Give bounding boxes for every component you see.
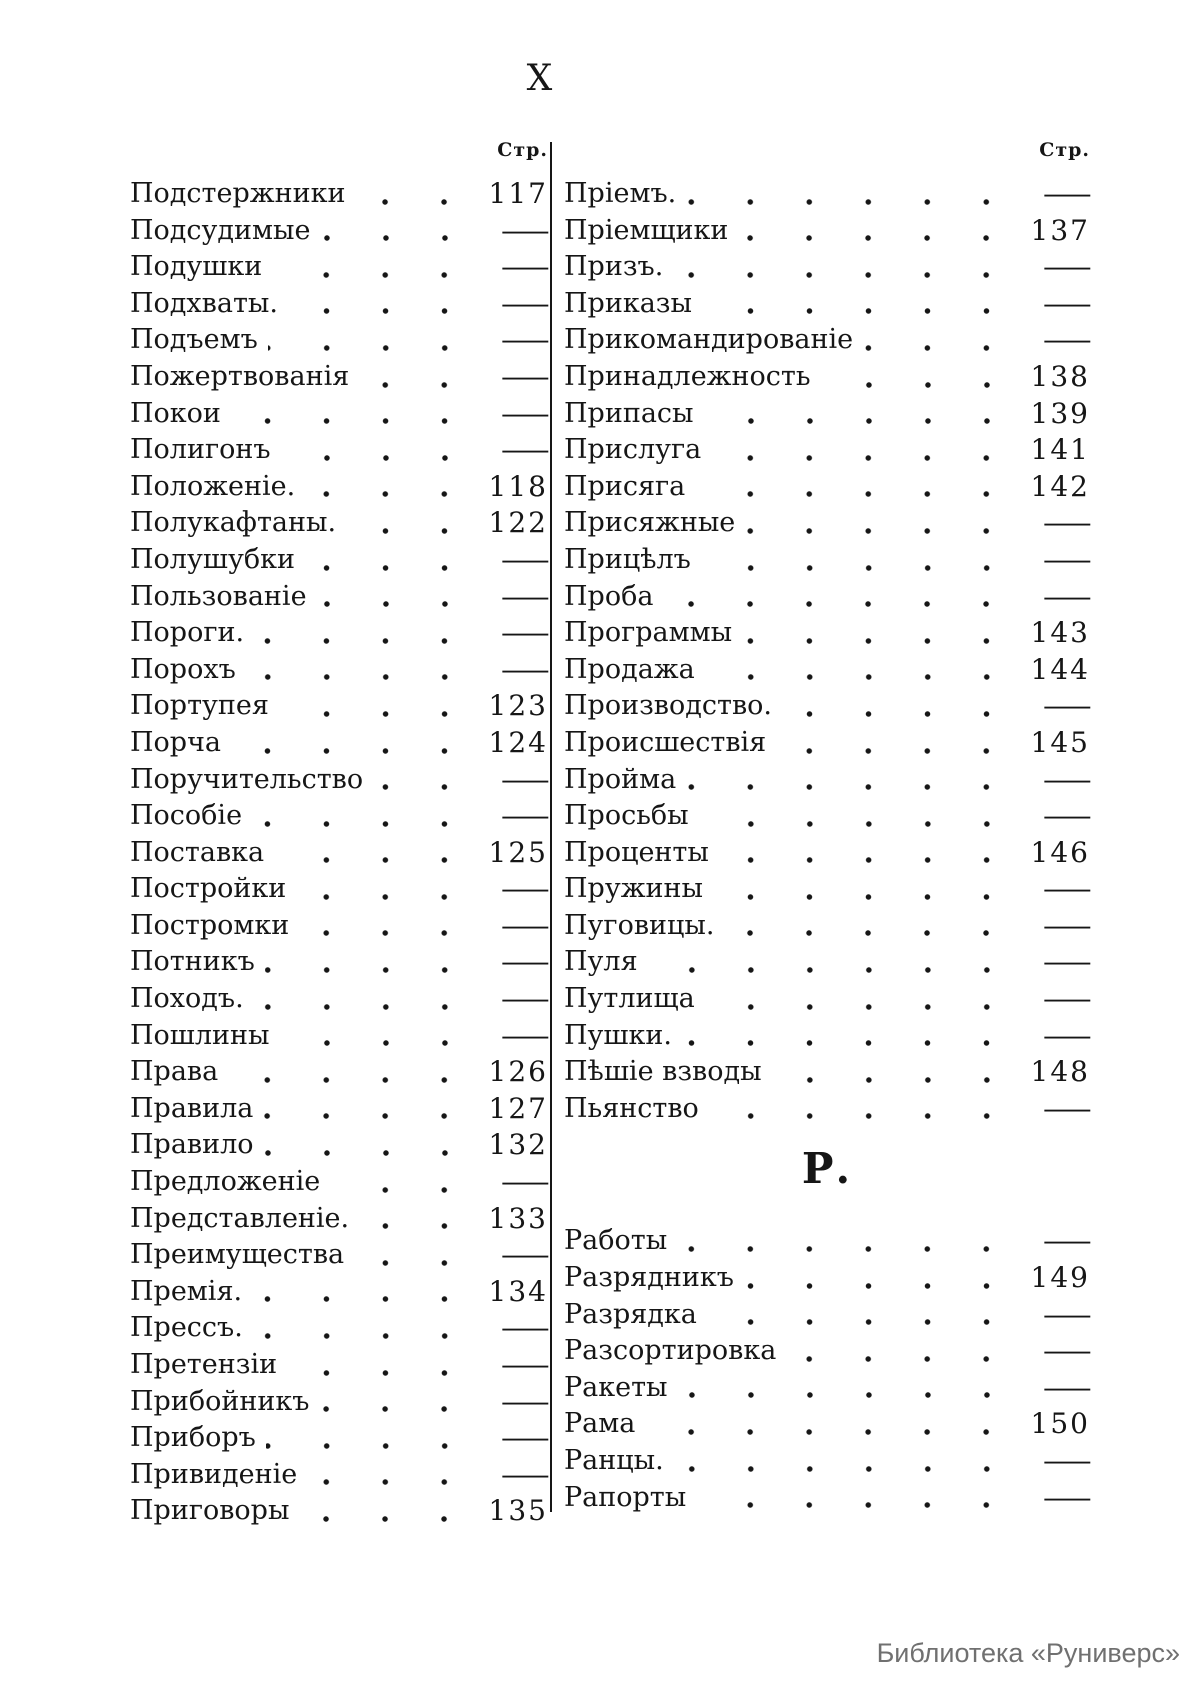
page-number: 125	[488, 835, 548, 869]
index-term: Пружины	[564, 873, 704, 905]
index-term: Правила	[130, 1092, 254, 1124]
index-term: Программы	[564, 617, 733, 649]
page-number: —	[500, 1421, 551, 1455]
page-number: 145	[1030, 725, 1090, 759]
index-term: Припасы	[564, 397, 694, 429]
dot-leader	[648, 944, 1020, 981]
page-number: —	[500, 1348, 551, 1381]
index-entry-row	[564, 1480, 1093, 1517]
index-entry-row	[564, 579, 1093, 616]
dot-leader	[744, 1260, 1020, 1297]
page-number: —	[500, 945, 551, 979]
index-term: Прикомандированіе	[564, 324, 854, 356]
dot-leader	[645, 1406, 1020, 1443]
index-entry-row	[130, 1237, 551, 1274]
index-term: Пожертвованія	[130, 360, 350, 392]
index-term: Подсудимые	[130, 214, 311, 246]
page-number: —	[1042, 1297, 1093, 1331]
index-entry-row	[130, 798, 551, 835]
index-entry-row	[564, 249, 1093, 286]
left-column-page-label: Стр.	[497, 139, 548, 161]
index-entry-row	[130, 359, 551, 396]
index-entry-row	[130, 1274, 548, 1311]
page-number: —	[500, 1457, 551, 1491]
library-watermark: Библиотека «Руниверс»	[876, 1638, 1180, 1668]
dot-leader	[686, 176, 1020, 213]
dot-leader	[305, 469, 478, 506]
index-entry-row	[130, 579, 551, 616]
dot-leader	[359, 1201, 478, 1238]
dot-leader	[228, 1054, 478, 1091]
dot-leader	[231, 725, 478, 762]
page-number: 132	[488, 1128, 548, 1162]
page-number: 134	[488, 1274, 548, 1308]
page-number: —	[1042, 1444, 1093, 1477]
index-term: Приговоры	[130, 1495, 290, 1527]
page-number: —	[1042, 1370, 1093, 1404]
page-number: —	[500, 396, 551, 430]
index-entry-row	[130, 1018, 551, 1055]
index-term: Пьянство	[564, 1092, 699, 1124]
dot-leader	[682, 1018, 1020, 1055]
index-term: Рапорты	[564, 1481, 687, 1513]
page-number: 124	[488, 725, 548, 759]
dot-leader	[264, 1127, 478, 1164]
dot-leader	[776, 725, 1020, 762]
index-term: Прислуга	[564, 434, 702, 466]
index-term: Присяга	[564, 470, 686, 502]
index-entry-row	[564, 469, 1090, 506]
index-entry-row	[564, 1443, 1093, 1480]
index-entry-row	[130, 908, 551, 945]
dot-leader	[252, 1274, 478, 1311]
dot-leader	[702, 286, 1020, 323]
index-term: Пособіе	[130, 800, 243, 832]
index-entry-row	[130, 1164, 551, 1201]
index-entry-row	[564, 871, 1093, 908]
index-entry-row	[130, 322, 551, 359]
index-entry-row	[130, 688, 548, 725]
page-number: 141	[1030, 433, 1090, 467]
dot-leader	[821, 359, 1020, 396]
page-number: —	[1042, 323, 1093, 357]
index-term: Претензіи	[130, 1349, 278, 1380]
index-entry-row	[130, 1127, 548, 1164]
index-entry-row	[130, 615, 551, 652]
index-term: Подхваты.	[130, 287, 278, 319]
dot-leader	[707, 1297, 1020, 1334]
index-entry-row	[564, 762, 1093, 799]
index-term: Постромки	[130, 909, 290, 941]
dot-leader	[279, 688, 478, 725]
page-number: —	[500, 542, 551, 576]
index-term: Пользованіе	[130, 580, 307, 612]
page-number: 137	[1030, 213, 1090, 247]
index-term: Просьбы	[564, 800, 689, 832]
dot-leader	[738, 213, 1020, 250]
page-number: —	[500, 359, 551, 393]
index-term: Порча	[130, 726, 222, 758]
index-entry-row	[564, 322, 1093, 359]
index-entry-row	[130, 1457, 551, 1494]
index-term: Поставка	[130, 836, 265, 868]
page-number: 126	[488, 1055, 548, 1089]
index-term: Подъемъ	[130, 324, 258, 356]
page-number: —	[500, 579, 551, 613]
index-entry-row	[130, 1054, 548, 1091]
index-entry-row	[564, 1091, 1093, 1128]
page-number: —	[500, 762, 551, 796]
index-entry-row	[564, 944, 1093, 981]
index-entry-row	[130, 981, 551, 1018]
page-number: —	[1042, 982, 1093, 1016]
page-number: —	[1042, 506, 1093, 540]
page-number: —	[1042, 1224, 1093, 1258]
page-number: —	[500, 1018, 551, 1052]
index-term: Пороги.	[130, 617, 245, 649]
index-term: Приказы	[564, 287, 693, 319]
index-term: Пошлины	[130, 1019, 270, 1051]
index-term: Разрядка	[564, 1298, 697, 1330]
index-entry-row	[130, 469, 548, 506]
page-number: 135	[488, 1494, 548, 1528]
index-term: Прибойникъ	[130, 1385, 310, 1417]
dot-leader	[705, 981, 1020, 1018]
index-term: Пріемщики	[564, 214, 729, 246]
page-number: —	[500, 213, 551, 247]
index-term: Пройма	[564, 763, 677, 795]
page-number: —	[1042, 1091, 1093, 1125]
index-term: Представленіе.	[130, 1202, 350, 1234]
index-term: Подушки	[130, 251, 263, 283]
index-term: Подстержники	[130, 178, 346, 209]
page-number: —	[500, 652, 551, 686]
page-number: 143	[1030, 616, 1090, 650]
page-number: —	[1042, 945, 1093, 979]
index-entry-row	[564, 798, 1093, 835]
index-term: Полушубки	[130, 543, 295, 575]
page-number: —	[1042, 286, 1093, 320]
index-entry-row	[564, 688, 1093, 725]
index-entry-row	[130, 396, 551, 433]
index-term: Пуговицы.	[564, 909, 715, 941]
index-entry-row	[564, 1297, 1093, 1334]
index-term: Пѣшіе взводы	[564, 1056, 762, 1088]
index-term: Порохъ	[130, 653, 236, 685]
page-number: —	[1042, 177, 1093, 210]
page-number: —	[500, 616, 551, 650]
page-number: 133	[488, 1201, 548, 1235]
index-entry-row	[564, 286, 1093, 323]
dot-leader	[699, 798, 1020, 835]
index-term: Пуля	[564, 946, 638, 978]
page-number: 117	[488, 177, 548, 210]
index-term: Прессъ.	[130, 1312, 243, 1344]
page-number: 138	[1030, 359, 1090, 393]
index-right-column	[564, 138, 1093, 1516]
index-entry-row	[130, 1384, 551, 1421]
section-letter-header: Р.	[801, 1144, 853, 1194]
index-term: Преимущества	[130, 1239, 345, 1271]
page-number: —	[500, 799, 551, 833]
dot-leader	[299, 1493, 478, 1530]
page-number: —	[1042, 579, 1093, 613]
index-entry-row	[564, 505, 1093, 542]
index-entry-row	[564, 652, 1090, 689]
index-entry-row	[130, 542, 551, 579]
index-entry-row	[130, 652, 551, 689]
index-entry-row	[130, 1420, 551, 1457]
dot-leader	[772, 1054, 1020, 1091]
dot-leader	[705, 652, 1020, 689]
index-term: Права	[130, 1056, 219, 1088]
page-number: 144	[1030, 652, 1090, 686]
page-number: 118	[488, 469, 548, 503]
index-entry-row	[130, 286, 551, 323]
index-term: Постройки	[130, 873, 287, 905]
index-term: Прицѣлъ	[564, 543, 691, 575]
page-number: —	[500, 286, 551, 320]
index-term: Присяжные	[564, 507, 736, 539]
dot-leader	[701, 542, 1020, 579]
index-term: Происшествія	[564, 726, 767, 758]
index-entry-row	[130, 762, 551, 799]
page-number: 146	[1030, 835, 1090, 869]
page-title: X	[526, 58, 554, 99]
index-entry-row	[564, 1406, 1090, 1443]
page-number: —	[1042, 1018, 1093, 1052]
index-term: Потникъ	[130, 946, 255, 978]
page-number: —	[1042, 762, 1093, 796]
page-number: —	[1042, 1334, 1093, 1368]
index-term: Полигонъ	[130, 434, 271, 466]
dot-leader	[355, 176, 478, 213]
dot-leader	[263, 1091, 478, 1128]
index-term: Путлища	[564, 983, 695, 1015]
dot-leader	[686, 762, 1020, 799]
index-entry-row	[564, 1260, 1090, 1297]
index-term: Призъ.	[564, 251, 664, 283]
index-term: Пріемъ.	[564, 178, 677, 209]
index-term: Премія.	[130, 1275, 243, 1307]
dot-leader	[346, 505, 478, 542]
index-term: Ракеты	[564, 1371, 668, 1403]
dot-leader	[695, 469, 1020, 506]
index-entry-row	[564, 396, 1090, 433]
index-term: Покои	[130, 397, 221, 429]
index-term: Проба	[564, 580, 654, 612]
index-entry-row	[564, 1223, 1093, 1260]
index-entry-row	[130, 213, 551, 250]
page-number: —	[500, 872, 551, 906]
index-term: Проценты	[564, 836, 709, 868]
page-number: 148	[1030, 1055, 1090, 1089]
page-number: —	[500, 250, 551, 284]
dot-leader	[742, 615, 1020, 652]
dot-leader	[678, 1370, 1020, 1407]
index-term: Предложеніе	[130, 1166, 321, 1198]
index-entry-row	[564, 213, 1090, 250]
index-entry-row	[130, 432, 551, 469]
index-entry-row	[564, 835, 1090, 872]
right-column-entries-r	[564, 1223, 1093, 1516]
index-term: Полукафтаны.	[130, 507, 337, 539]
index-term: Разрядникъ	[564, 1262, 734, 1294]
index-entry-row	[130, 1347, 551, 1384]
index-entry-row	[564, 981, 1093, 1018]
page-number: —	[1042, 1480, 1093, 1514]
index-entry-row	[130, 725, 548, 762]
index-entry-row	[564, 176, 1093, 213]
index-entry-row	[564, 1018, 1093, 1055]
index-term: Поручительство	[130, 763, 364, 795]
index-entry-row	[564, 1333, 1093, 1370]
page-number: 150	[1030, 1407, 1090, 1441]
page-number: —	[1042, 872, 1093, 906]
page-number: 142	[1030, 469, 1090, 503]
index-entry-row	[130, 249, 551, 286]
page-number: —	[500, 908, 551, 942]
index-entry-row	[564, 615, 1090, 652]
dot-leader	[677, 1223, 1020, 1260]
page-number: —	[500, 1238, 551, 1272]
index-entry-row	[130, 505, 548, 542]
index-term: Производство.	[564, 690, 772, 722]
index-entry-row	[564, 908, 1093, 945]
index-term: Походъ.	[130, 983, 244, 1015]
left-column-entries	[130, 176, 551, 1530]
dot-leader	[719, 835, 1020, 872]
page-number: —	[1042, 799, 1093, 833]
dot-leader	[704, 396, 1020, 433]
dot-leader	[673, 249, 1020, 286]
index-term: Приборъ	[130, 1422, 256, 1454]
dot-leader	[696, 1480, 1020, 1517]
page-number: 123	[488, 689, 548, 723]
index-term: Ранцы.	[564, 1445, 664, 1476]
index-entry-row	[130, 176, 548, 213]
page-number: —	[1042, 908, 1093, 942]
index-term: Привиденіе	[130, 1458, 298, 1490]
dot-leader	[724, 908, 1020, 945]
index-entry-row	[130, 871, 551, 908]
page-number: —	[1042, 250, 1093, 284]
index-entry-row	[130, 1493, 548, 1530]
page-number: —	[500, 1384, 551, 1418]
right-column-page-label: Стр.	[1039, 139, 1090, 161]
index-term: Правило	[130, 1129, 254, 1161]
dot-leader	[674, 1443, 1020, 1480]
index-term: Портупея	[130, 690, 269, 722]
page-number: —	[500, 433, 551, 467]
page-number: 139	[1030, 396, 1090, 430]
right-column-entries-p	[564, 176, 1093, 1127]
page-number: —	[1042, 689, 1093, 723]
index-term: Работы	[564, 1225, 668, 1257]
index-entry-row	[564, 1370, 1093, 1407]
page-number: —	[1042, 542, 1093, 576]
index-entry-row	[130, 1091, 548, 1128]
dot-leader	[709, 1091, 1020, 1128]
page-number: 122	[488, 506, 548, 540]
page-number: —	[500, 982, 551, 1016]
page-number: 127	[488, 1091, 548, 1125]
page-number: —	[500, 1311, 551, 1345]
dot-leader	[663, 579, 1020, 616]
index-entry-row	[130, 1201, 548, 1238]
index-term: Принадлежность	[564, 360, 811, 392]
index-entry-row	[130, 1310, 551, 1347]
dot-leader	[711, 432, 1020, 469]
index-left-column	[130, 138, 551, 1530]
dot-leader	[713, 871, 1020, 908]
index-term: Положеніе.	[130, 470, 296, 502]
index-entry-row	[564, 359, 1090, 396]
index-entry-row	[564, 542, 1093, 579]
index-term: Разсортировка	[564, 1335, 777, 1367]
page-number: 149	[1030, 1261, 1090, 1295]
index-entry-row	[564, 432, 1090, 469]
index-term: Продажа	[564, 653, 695, 685]
index-term: Рама	[564, 1408, 636, 1440]
page-number: —	[500, 1165, 551, 1199]
dot-leader	[274, 835, 478, 872]
index-entry-row	[564, 725, 1090, 762]
page-number: —	[500, 323, 551, 357]
index-entry-row	[130, 835, 548, 872]
index-entry-row	[130, 944, 551, 981]
index-entry-row	[564, 1054, 1090, 1091]
index-term: Пушки.	[564, 1019, 672, 1051]
